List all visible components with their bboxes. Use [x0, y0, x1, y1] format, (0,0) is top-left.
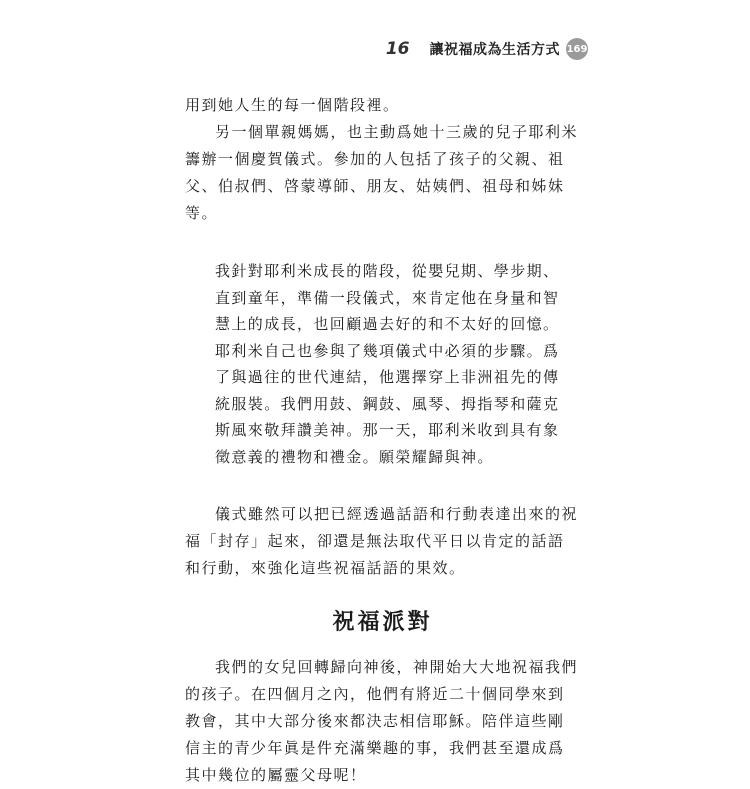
section-heading: 祝福派對	[332, 610, 433, 635]
quote-paragraph-2: 耶利米自己也參與了幾項儀式中必須的步驟。爲了與過往的世代連結，他選擇穿上非洲祖先的傳統服裝。我們用鼓、鋼鼓、風琴、拇指琴和薩克斯風來敬拜讚美神。那一天，耶利米收到具有象徵意義的禮物和禮金。願榮耀歸與神。	[215, 341, 560, 466]
block-quote	[215, 258, 561, 470]
quote-paragraph-1: 我針對耶利米成長的階段，從嬰兒期、學步期、直到童年，準備一段儀式，來肯定他在身量和智慧上的成長，也回顧過去好的和不太好的回憶。	[215, 262, 560, 333]
paragraph-daughter: 我們的女兒回轉歸向神後，神開始大大地祝福我們的孩子。在四個月之內，他們有將近二十個同學來到教會，其中大部分後來都決志相信耶穌。陪伴這些剛信主的青少年眞是件充滿樂趣的事，我們甚至還成爲其中幾位的屬靈父母呢！	[185, 658, 579, 784]
running-header	[386, 38, 588, 60]
paragraph-ceremony: 儀式雖然可以把已經透過話語和行動表達出來的祝福「封存」起來，卻還是無法取代平日以肯定的話語和行動，來強化這些祝福話語的果效。	[185, 505, 579, 577]
paragraph-continuation: 用到她人生的每一個階段裡。	[185, 96, 400, 114]
chapter-number: 16	[385, 39, 410, 59]
page-number-badge: 169	[566, 38, 588, 60]
paragraph-single-mother: 另一個單親媽媽，也主動爲她十三歲的兒子耶利米籌辦一個慶賀儀式。參加的人包括了孩子的父親、祖父、伯叔們、啓蒙導師、朋友、姑姨們、祖母和姊妹等。	[185, 123, 579, 222]
page-body	[185, 92, 580, 789]
chapter-title: 讓祝福成為生活方式	[429, 42, 560, 58]
